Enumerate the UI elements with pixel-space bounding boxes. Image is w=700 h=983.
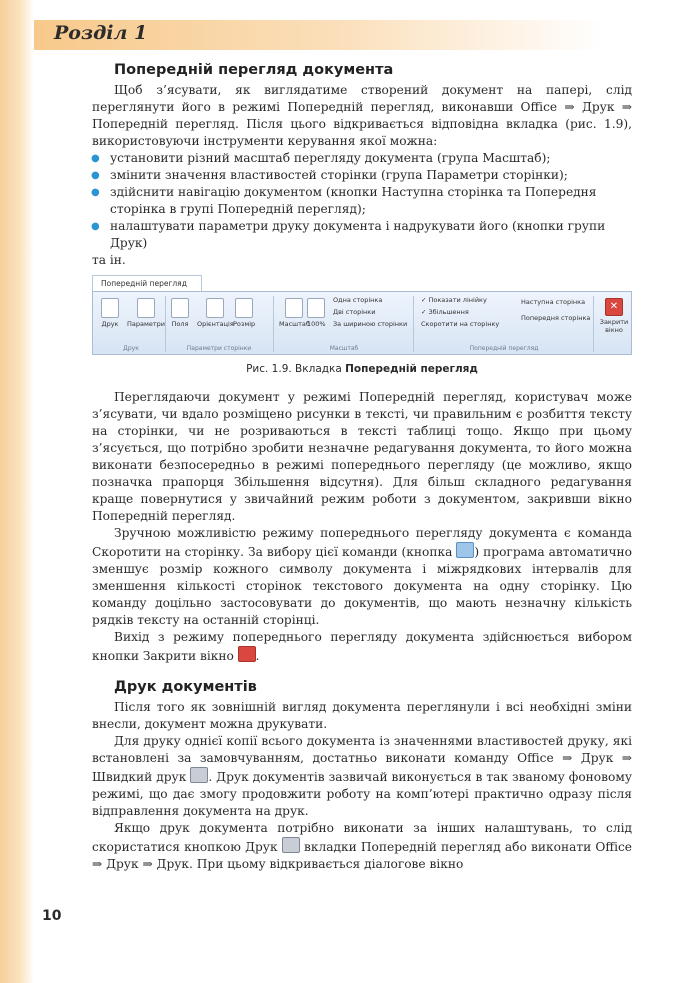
- zoom-100-button[interactable]: [307, 298, 326, 328]
- zoom-button[interactable]: [279, 298, 310, 328]
- list-item: ● змінити значення властивостей сторінки (група Параметри сторінки);: [92, 167, 632, 184]
- list-item: ● налаштувати параметри друку документа і надрукувати його (кнопки групи Друк): [92, 218, 632, 252]
- margins-icon: [171, 298, 189, 318]
- paragraph-part: ) програма автоматично зменшує розмір кожного символу документа і міжрядкових інтервалів для зменшення кількості сторінок текстового документа на одну сторінку. Цю команду доцільно застосовувати до документів, що мають незначну кількість рядків тексту на останній сторінці.: [92, 545, 632, 627]
- magnify-checkbox[interactable]: ✓ Збільшення: [421, 308, 469, 316]
- page-icon: [307, 298, 325, 318]
- margins-button[interactable]: [171, 298, 189, 328]
- zoom-label: Масштаб: [279, 320, 310, 328]
- magnifier-icon: [285, 298, 303, 318]
- page-number: 10: [42, 908, 62, 924]
- paragraph: [92, 525, 632, 629]
- caption-prefix: Рис. 1.9. Вкладка: [246, 363, 346, 375]
- group-label: Попередній перегляд: [469, 345, 539, 352]
- bullet-list: [92, 150, 632, 252]
- margins-label: Поля: [171, 320, 189, 328]
- next-page-button[interactable]: Наступна сторінка: [521, 298, 586, 306]
- page-content: [92, 62, 632, 873]
- shrink-page-icon: [456, 542, 474, 558]
- paragraph-part: Якщо друк документа потрібно виконати за інших налаштувань, то слід скористатися кнопкою Друк: [92, 821, 632, 854]
- group-label: Масштаб: [329, 345, 359, 352]
- page-width-button[interactable]: За шириною сторінки: [333, 320, 408, 328]
- paragraph: Вихід з режиму попереднього перегляду документа здійснюється вибором кнопки Закрити вікно .: [92, 630, 632, 663]
- chapter-title: Розділ 1: [54, 22, 148, 44]
- paragraph: [92, 820, 632, 873]
- size-label: Розмір: [233, 320, 256, 328]
- figure-caption: [92, 363, 632, 375]
- section-title: Друк документів: [114, 679, 257, 695]
- section-title: Попередній перегляд документа: [114, 62, 394, 78]
- ribbon-body: [92, 291, 632, 355]
- size-button[interactable]: [233, 298, 255, 328]
- orientation-label: Орієнтація: [197, 320, 234, 328]
- paragraph: [92, 733, 632, 820]
- group-label: Друк: [123, 345, 139, 352]
- paragraph-part: . Друк документів зазвичай виконується в так званому фоновому режимі, що дає змогу продовжити роботу на комп’ютері практично одразу після відправлення документа на друк.: [92, 770, 632, 818]
- prev-page-button[interactable]: Попередня сторінка: [521, 314, 591, 322]
- paragraph: Після того як зовнішній вигляд документа переглянули і всі необхідні зміни внесли, документ можна друкувати.: [92, 700, 632, 731]
- magnify-label: Збільшення: [428, 308, 469, 316]
- group-label: Параметри сторінки: [186, 345, 252, 352]
- printer-icon: [282, 837, 300, 853]
- print-label: Друк: [101, 320, 119, 328]
- print-button[interactable]: [101, 298, 119, 328]
- params-label: Параметри: [127, 320, 166, 328]
- shrink-one-page-button[interactable]: Скоротити на сторінку: [421, 320, 500, 328]
- show-ruler-label: Показати лінійку: [428, 296, 487, 304]
- ribbon-tab[interactable]: Попередній перегляд: [92, 275, 202, 291]
- paragraph-part: вкладки Попередній перегляд або виконати Office ⇒ Друк ⇒ Друк. При цьому відкривається діалогове вікно: [92, 840, 633, 871]
- paragraph-part: Для друку однієї копії всього документа із значеннями властивостей друку, які встановлені за замовчуванням, достатньо виконати команду Office ⇒ Друк ⇒ Швидкий друк: [92, 734, 632, 784]
- chapter-header: [34, 20, 604, 50]
- quick-print-icon: [190, 767, 208, 783]
- close-icon: ✕: [605, 298, 623, 316]
- paragraph: та ін.: [92, 253, 126, 267]
- caption-bold: Попередній перегляд: [345, 363, 478, 375]
- orientation-icon: [206, 298, 224, 318]
- show-ruler-checkbox[interactable]: ✓ Показати лінійку: [421, 296, 487, 304]
- divider: [413, 296, 414, 352]
- divider: [593, 296, 594, 352]
- params-icon: [137, 298, 155, 318]
- size-icon: [235, 298, 253, 318]
- two-pages-button[interactable]: Дві сторінки: [333, 308, 376, 316]
- paragraph: Щоб з’ясувати, як виглядатиме створений документ на папері, слід переглянути його в режимі Попередній перегляд, виконавши Office ⇒ Друк ⇒ Попередній перегляд. Після цього відкривається відповідна вкладка (рис. 1.9), використовуючи інструменти керування якої можна:: [92, 83, 632, 148]
- paragraph-part: Вихід з режиму попереднього перегляду документа здійснюється вибором кнопки Закрити вікно: [92, 630, 632, 663]
- printer-icon: [101, 298, 119, 318]
- paragraph: Переглядаючи документ у режимі Попередній перегляд, користувач може з’ясувати, чи вдало розміщено рисунки в тексті, чи правильним є розбиття тексту на сторінки, чи не розриваються в тексті таблиці тощо. Якщо при цьому з’ясується, що потрібно зробити незначне редагування документа, то його можна виконати безпосередньо в режимі попереднього перегляду (це можливо, якщо позначка прапорця Збільшення відсутня). Для більш складного редагування краще повернутися у звичайний режим роботи з документом, закривши вікно Попередній перегляд.: [92, 390, 632, 523]
- zoom-100-label: 100%: [307, 320, 326, 328]
- close-label: Закрити вікно: [599, 318, 629, 334]
- paragraph-part: Зручною можливістю режиму попереднього перегляду документа є команда Скоротити на сторінку. За вибору цієї команди (кнопка: [92, 526, 632, 559]
- orientation-button[interactable]: [197, 298, 234, 328]
- divider: [273, 296, 274, 352]
- list-item: ● установити різний масштаб перегляду документа (група Масштаб);: [92, 150, 632, 167]
- list-item: ● здійснити навігацію документом (кнопки Наступна сторінка та Попередня сторінка в групі Попередній перегляд);: [92, 184, 632, 218]
- close-preview-button[interactable]: [599, 298, 629, 334]
- ribbon-figure: [92, 275, 632, 357]
- page-margin-strip: [0, 0, 34, 983]
- params-button[interactable]: [127, 298, 165, 328]
- close-window-icon: [238, 646, 256, 662]
- one-page-button[interactable]: Одна сторінка: [333, 296, 383, 304]
- divider: [165, 296, 166, 352]
